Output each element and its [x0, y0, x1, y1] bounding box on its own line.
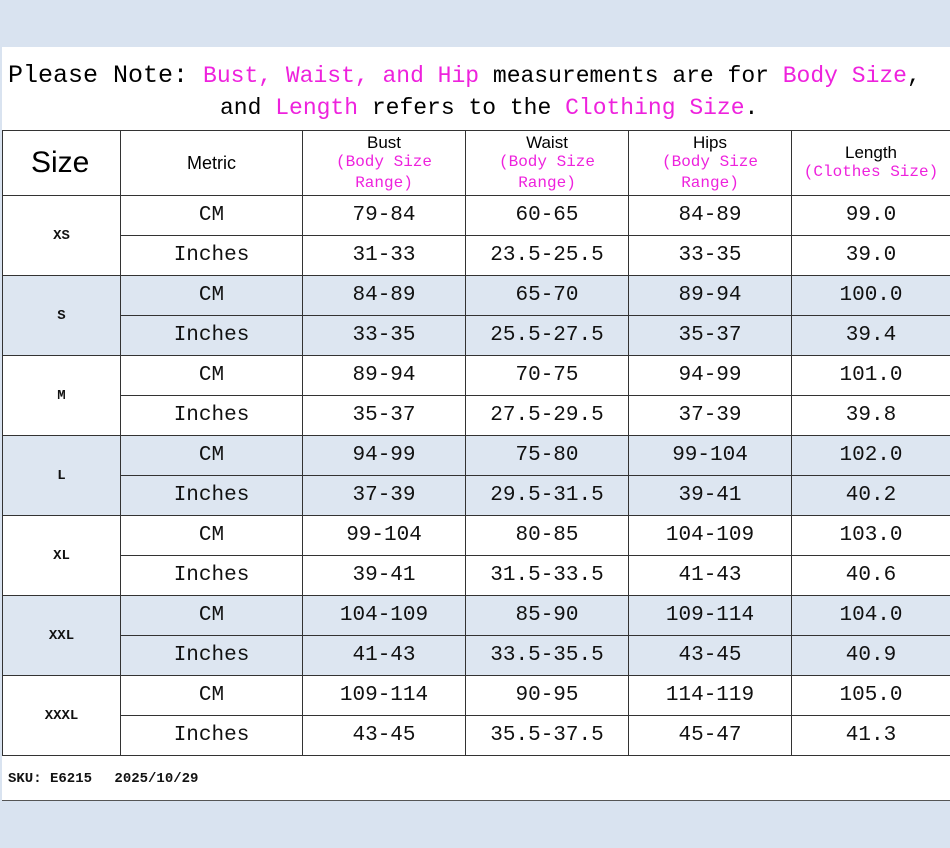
measurement-cell: 89-94 [303, 356, 466, 396]
table-body [3, 196, 950, 756]
measurement-cell: 40.9 [792, 636, 950, 676]
table-row [3, 436, 950, 476]
measurement-cell: 31-33 [303, 236, 466, 276]
size-label: M [3, 356, 121, 436]
measurement-cell: 104-109 [629, 516, 792, 556]
table-row [3, 716, 950, 756]
table-row [3, 476, 950, 516]
note-segment: , [906, 63, 921, 89]
measurement-cell: 114-119 [629, 676, 792, 716]
measurement-cell: 35-37 [629, 316, 792, 356]
header-waist-sub2: Range) [518, 173, 576, 192]
header-bust [303, 131, 466, 196]
metric-label: CM [121, 196, 303, 236]
measurement-cell: 33.5-35.5 [466, 636, 629, 676]
measurement-cell: 94-99 [629, 356, 792, 396]
measurement-cell: 41-43 [303, 636, 466, 676]
table-row [3, 636, 950, 676]
size-table [2, 130, 950, 756]
header-hips-sub2: Range) [681, 173, 739, 192]
header-bust-sub1: (Body Size [335, 152, 432, 171]
note-banner [2, 47, 950, 131]
measurement-cell: 27.5-29.5 [466, 396, 629, 436]
metric-label: Inches [121, 556, 303, 596]
header-waist [466, 131, 629, 196]
size-label: S [3, 276, 121, 356]
note-segment: Body Size [782, 63, 907, 89]
measurement-cell: 79-84 [303, 196, 466, 236]
metric-label: Inches [121, 396, 303, 436]
measurement-cell: 99.0 [792, 196, 950, 236]
measurement-cell: 104-109 [303, 596, 466, 636]
measurement-cell: 35-37 [303, 396, 466, 436]
footer [8, 771, 212, 787]
table-row [3, 676, 950, 716]
measurement-cell: 70-75 [466, 356, 629, 396]
metric-label: CM [121, 276, 303, 316]
measurement-cell: 109-114 [303, 676, 466, 716]
measurement-cell: 101.0 [792, 356, 950, 396]
size-label: XL [3, 516, 121, 596]
note-line-1 [8, 61, 921, 90]
measurement-cell: 85-90 [466, 596, 629, 636]
measurement-cell: 40.6 [792, 556, 950, 596]
header-length-sub1: (Clothes Size) [803, 163, 939, 181]
header-size: Size [3, 131, 121, 196]
size-label: XXL [3, 596, 121, 676]
header-hips-label: Hips [692, 132, 727, 152]
metric-label: Inches [121, 236, 303, 276]
table-row [3, 276, 950, 316]
measurement-cell: 25.5-27.5 [466, 316, 629, 356]
measurement-cell: 103.0 [792, 516, 950, 556]
measurement-cell: 104.0 [792, 596, 950, 636]
measurement-cell: 37-39 [629, 396, 792, 436]
table-row [3, 556, 950, 596]
metric-label: Inches [121, 716, 303, 756]
measurement-cell: 84-89 [629, 196, 792, 236]
note-line-2 [220, 95, 758, 121]
measurement-cell: 89-94 [629, 276, 792, 316]
measurement-cell: 23.5-25.5 [466, 236, 629, 276]
measurement-cell: 99-104 [303, 516, 466, 556]
measurement-cell: 31.5-33.5 [466, 556, 629, 596]
metric-label: CM [121, 596, 303, 636]
measurement-cell: 94-99 [303, 436, 466, 476]
measurement-cell: 33-35 [629, 236, 792, 276]
measurement-cell: 60-65 [466, 196, 629, 236]
measurement-cell: 100.0 [792, 276, 950, 316]
measurement-cell: 39-41 [303, 556, 466, 596]
table-row [3, 196, 950, 236]
header-waist-sub1: (Body Size [498, 152, 595, 171]
note-segment: Length [275, 95, 359, 121]
measurement-cell: 43-45 [629, 636, 792, 676]
header-metric: Metric [121, 131, 303, 196]
header-bust-sub2: Range) [355, 173, 413, 192]
measurement-cell: 90-95 [466, 676, 629, 716]
header-waist-label: Waist [526, 132, 568, 152]
measurement-cell: 109-114 [629, 596, 792, 636]
measurement-cell: 37-39 [303, 476, 466, 516]
note-segment: and [220, 95, 276, 121]
table-row [3, 316, 950, 356]
measurement-cell: 43-45 [303, 716, 466, 756]
note-segment: Please Note: [8, 61, 204, 90]
measurement-cell: 65-70 [466, 276, 629, 316]
note-segment: Clothing Size [565, 95, 745, 121]
measurement-cell: 75-80 [466, 436, 629, 476]
measurement-cell: 40.2 [792, 476, 950, 516]
metric-label: Inches [121, 636, 303, 676]
metric-label: CM [121, 356, 303, 396]
header-bust-label: Bust [366, 132, 402, 152]
measurement-cell: 39.0 [792, 236, 950, 276]
measurement-cell: 45-47 [629, 716, 792, 756]
sku-label: SKU: E6215 [8, 771, 93, 787]
note-segment: . [744, 95, 759, 121]
date-label: 2025/10/29 [114, 771, 199, 787]
table-header-row [3, 131, 950, 196]
size-label: XS [3, 196, 121, 276]
measurement-cell: 84-89 [303, 276, 466, 316]
measurement-cell: 105.0 [792, 676, 950, 716]
note-segment: Bust, Waist, and Hip [203, 63, 480, 89]
header-length-label: Length [845, 143, 897, 162]
table-row [3, 516, 950, 556]
size-label: L [3, 436, 121, 516]
measurement-cell: 39-41 [629, 476, 792, 516]
metric-label: CM [121, 676, 303, 716]
size-chart-sheet [2, 47, 950, 801]
measurement-cell: 29.5-31.5 [466, 476, 629, 516]
metric-label: CM [121, 436, 303, 476]
measurement-cell: 41-43 [629, 556, 792, 596]
measurement-cell: 99-104 [629, 436, 792, 476]
size-label: XXXL [3, 676, 121, 756]
table-row [3, 396, 950, 436]
header-length [792, 131, 950, 196]
table-row [3, 356, 950, 396]
table-row [3, 596, 950, 636]
note-segment: measurements are for [479, 63, 783, 89]
metric-label: CM [121, 516, 303, 556]
measurement-cell: 41.3 [792, 716, 950, 756]
metric-label: Inches [121, 316, 303, 356]
header-hips [629, 131, 792, 196]
measurement-cell: 39.4 [792, 316, 950, 356]
metric-label: Inches [121, 476, 303, 516]
note-segment: refers to the [358, 95, 566, 121]
measurement-cell: 39.8 [792, 396, 950, 436]
measurement-cell: 102.0 [792, 436, 950, 476]
measurement-cell: 80-85 [466, 516, 629, 556]
measurement-cell: 33-35 [303, 316, 466, 356]
table-row [3, 236, 950, 276]
measurement-cell: 35.5-37.5 [466, 716, 629, 756]
header-hips-sub1: (Body Size [661, 152, 758, 171]
